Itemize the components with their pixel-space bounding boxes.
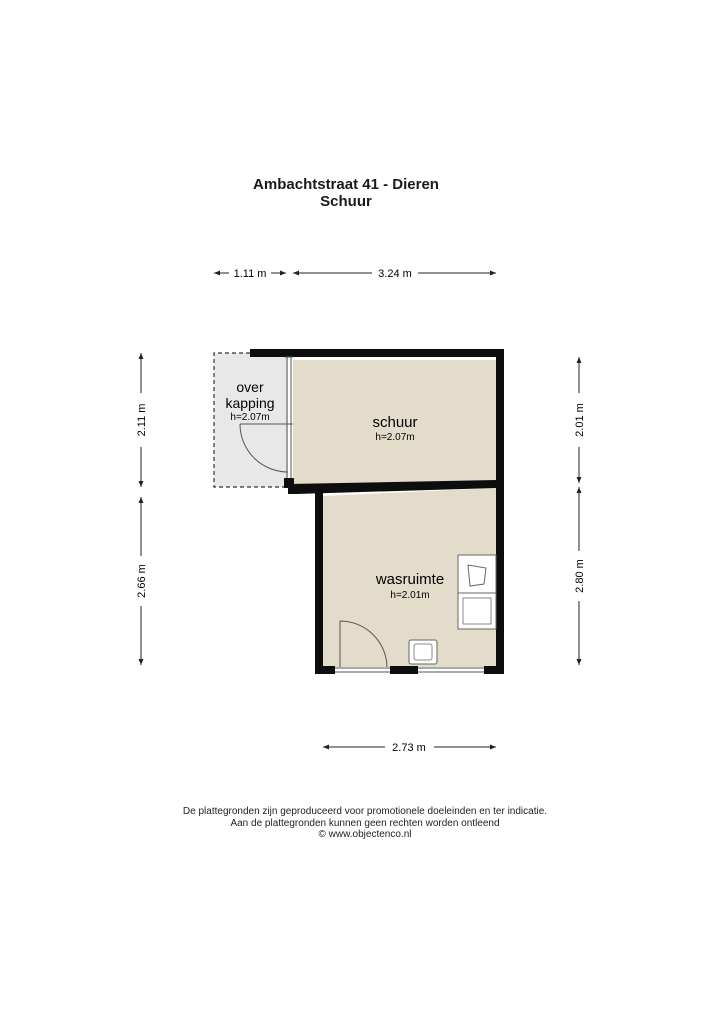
sink-icon [409, 640, 437, 664]
washing-machine-icon [458, 593, 496, 629]
wall-column [284, 478, 294, 488]
disclaimer-line-1: De plattegronden zijn geproduceerd voor promotionele doeleinden en ter indicatie. [182, 806, 548, 817]
wall-bottom-left [315, 666, 335, 674]
overkapping-height: h=2.07m [230, 412, 270, 423]
dimension-right-upper-label: 2.01 m [574, 403, 586, 437]
dimension-top-left-label: 1.11 m [233, 268, 267, 280]
plan-title: Ambachtstraat 41 - Dieren [253, 176, 439, 193]
wasruimte-label: wasruimte [375, 571, 445, 588]
dryer-icon [458, 555, 496, 593]
disclaimer-line-2: Aan de plattegronden kunnen geen rechten worden ontleend [230, 818, 500, 829]
wasruimte-height: h=2.01m [390, 590, 430, 601]
dimension-left-upper-label: 2.11 m [136, 403, 148, 437]
dimension-right-lower-label: 2.80 m [574, 559, 586, 593]
wall-bottom-middle [390, 666, 418, 674]
wall-bottom-right [484, 666, 504, 674]
wall-top [250, 349, 504, 357]
dimension-top-right-label: 3.24 m [378, 268, 412, 280]
overkapping-label-1: over [236, 379, 264, 395]
dimension-left-lower-label: 2.66 m [136, 564, 148, 598]
copyright-link[interactable]: © www.objectenco.nl [318, 829, 412, 840]
plan-subtitle: Schuur [320, 193, 372, 210]
wall-left-wasruimte [315, 489, 323, 674]
dimension-bottom-label: 2.73 m [392, 742, 426, 754]
overkapping-label-2: kapping [225, 395, 275, 411]
wall-right [496, 349, 504, 674]
schuur-label: schuur [372, 414, 418, 431]
schuur-height: h=2.07m [375, 432, 415, 443]
